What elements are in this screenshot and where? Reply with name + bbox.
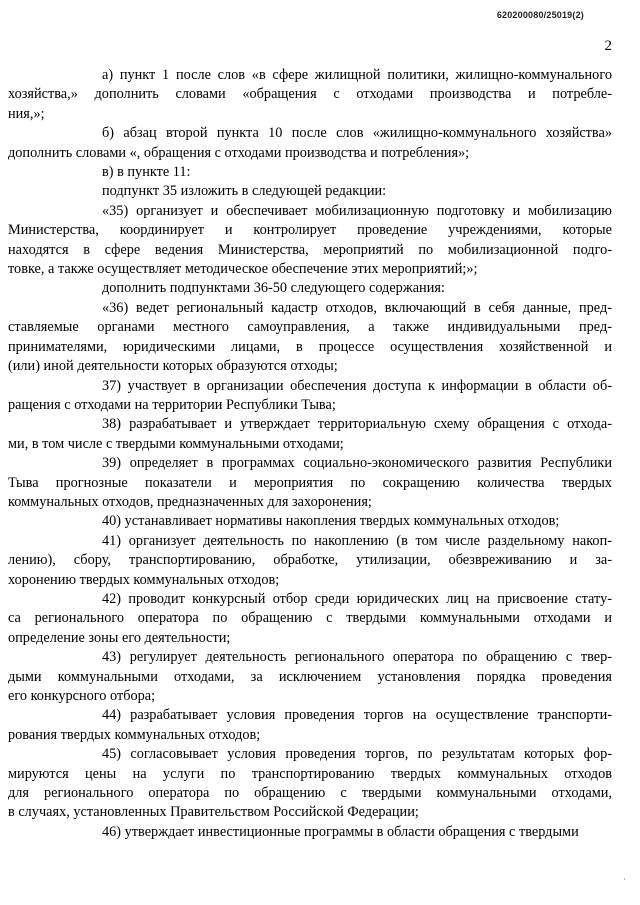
text-line: ращения с отходами на территории Республики Тыва; [8, 396, 336, 413]
text-line: 39) определяет в программах социально-экономического развития Республики [102, 455, 612, 472]
paragraph [8, 299, 612, 377]
text-line: (или) иной деятельности которых образуются отходы; [8, 358, 338, 375]
text-line: 45) согласовывает условия проведения торгов, по результатам которых фор- [102, 746, 612, 763]
text-line: са регионального оператора по обращению с твердыми коммунальными отходами и [8, 610, 612, 627]
document-body [8, 66, 612, 842]
text-line: 42) проводит конкурсный отбор среди юридических лиц на присвоение стату- [102, 590, 612, 607]
text-line: 44) разрабатывает условия проведения торгов на осуществление транспорти- [102, 707, 612, 724]
text-line: хозяйства,» дополнить словами «обращения с отходами производства и потребле- [8, 86, 612, 103]
text-line: ми, в том числе с твердыми коммунальными отходами; [8, 435, 344, 452]
paragraph [8, 377, 612, 416]
paragraph [102, 512, 612, 531]
text-line: коммунальных отходов, предназначенных для захоронения; [8, 493, 372, 510]
paragraph [8, 532, 612, 590]
text-line: ставляемые органами местного самоуправления, а также индивидуальными пред- [8, 319, 612, 336]
paragraph [102, 279, 612, 298]
text-line: ния,»; [8, 105, 45, 122]
text-line: 43) регулирует деятельность регионального оператора по обращению с твер- [102, 649, 612, 666]
text-line: определение зоны его деятельности; [8, 629, 231, 646]
text-line: в случаях, установленных Правительством Российской Федерации; [8, 804, 419, 821]
text-line: дыми коммунальными отходами, за исключением установления порядка проведения [8, 668, 612, 685]
text-line: 46) утверждает инвестиционные программы в области обращения с твердыми [102, 823, 579, 840]
paragraph [102, 163, 612, 182]
text-line: «35) организует и обеспечивает мобилизационную подготовку и мобилизацию [102, 202, 612, 219]
text-line: дополнить словами «, обращения с отходами производства и потребления»; [8, 144, 470, 161]
text-line: его конкурсного отбора; [8, 688, 156, 704]
text-line: Министерства, координирует и контролирует проведение учреждениями, которые [8, 222, 612, 239]
text-line: мируются цены на услуги по транспортированию твердых коммунальных отходов [8, 765, 612, 782]
paragraph [8, 706, 612, 745]
paragraph [8, 124, 612, 163]
paragraph [8, 648, 612, 706]
scan-mark: · [623, 875, 626, 885]
text-line: товке, а также осуществляет методическое обеспечение этих мероприятий;»; [8, 261, 478, 278]
text-line: дополнить подпунктами 36-50 следующего содержания: [102, 280, 445, 297]
text-line: лению), сбору, транспортированию, обработке, утилизации, обезвреживанию и за- [8, 552, 612, 569]
text-line: а) пункт 1 после слов «в сфере жилищной политики, жилищно-коммунального [102, 67, 612, 83]
paragraph [8, 202, 612, 280]
text-line: Тыва прогнозные показатели и мероприятия по сокращению количества твердых [8, 474, 612, 491]
paragraph [8, 415, 612, 454]
text-line: 41) организует деятельность по накоплению (в том числе раздельному накоп- [102, 532, 612, 549]
text-line: б) абзац второй пункта 10 после слов «жилищно-коммунального хозяйства» [102, 125, 612, 142]
text-line: в) в пункте 11: [102, 164, 191, 181]
paragraph [8, 745, 612, 823]
text-line: 37) участвует в организации обеспечения доступа к информации в области об- [102, 377, 612, 394]
text-line: «36) ведет региональный кадастр отходов, включающий в себя данные, пред- [102, 299, 612, 316]
text-line: 38) разрабатывает и утверждает территориальную схему обращения с отхода- [102, 416, 612, 433]
text-line: подпункт 35 изложить в следующей редакции: [102, 183, 387, 200]
text-line: находятся в сфере ведения Министерства, мероприятий по мобилизационной подго- [8, 241, 612, 258]
paragraph [102, 182, 612, 201]
text-line: для регионального оператора по обращению с твердыми коммунальными отходами, [8, 785, 612, 802]
text-line: 40) устанавливает нормативы накопления твердых коммунальных отходов; [102, 513, 560, 530]
paragraph [8, 590, 612, 648]
paragraph [8, 66, 612, 124]
document-code: 620200080/25019(2) [496, 10, 584, 20]
paragraph [8, 454, 612, 512]
text-line: рования твердых коммунальных отходов; [8, 726, 261, 743]
text-line: хоронению твердых коммунальных отходов; [8, 571, 280, 588]
paragraph [102, 823, 612, 842]
text-line: принимателями, юридическими лицами, в процессе осуществления хозяйственной и [8, 338, 612, 355]
page-number: 2 [604, 38, 612, 54]
